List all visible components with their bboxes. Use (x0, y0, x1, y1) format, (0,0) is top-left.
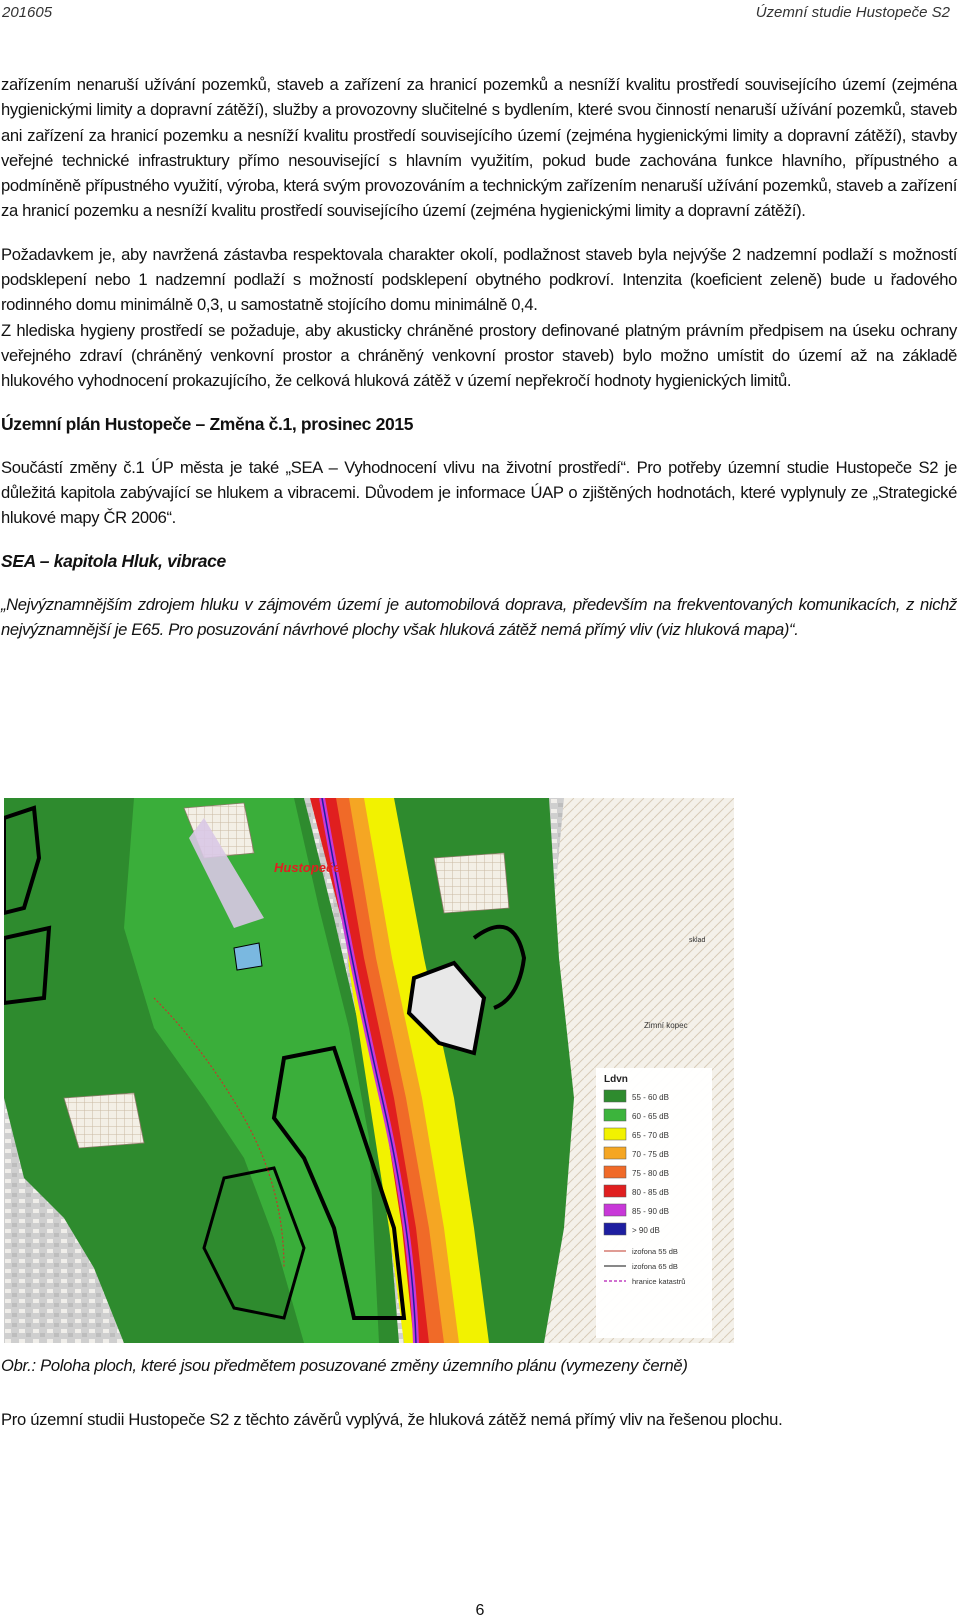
legend-label-6: 85 - 90 dB (632, 1207, 669, 1216)
legend-swatch-2 (604, 1128, 626, 1140)
document-body (1, 72, 957, 643)
noise-map (4, 798, 734, 1343)
section-heading-noise: SEA – kapitola Hluk, vibrace (1, 550, 226, 571)
map-label-place: sklad (689, 937, 706, 944)
figure-caption: Obr.: Poloha ploch, které jsou předmětem posuzované změny územního plánu (vymezeny černě) (1, 1356, 688, 1375)
legend-swatch-0 (604, 1090, 626, 1102)
quote-paragraph: „Nejvýznamnějším zdrojem hluku v zájmovém území je automobilová doprava, především na frekventovaných komunikacích, z nichž nejvýznamnější je E65. Pro posuzování návrhové plochy však hluková zátěž nemá přímý vliv (viz hluková mapa)“. (1, 595, 957, 640)
legend-swatch-1 (604, 1109, 626, 1121)
legend-label-2: 65 - 70 dB (632, 1131, 669, 1140)
legend-label-3: 70 - 75 dB (632, 1150, 669, 1159)
legend-line-label-1: izofona 65 dB (632, 1262, 678, 1271)
map-label-hill: Zimní kopec (644, 1021, 688, 1030)
legend-swatch-6 (604, 1204, 626, 1216)
legend-swatch-7 (604, 1223, 626, 1235)
legend-swatch-5 (604, 1185, 626, 1197)
paragraph-sea: Součástí změny č.1 ÚP města je také „SEA – Vyhodnocení vlivu na životní prostředí“. Pro potřeby územní studie Hustopeče S2 je důležitá kapitola zabývající se hlukem a vibracemi. Důvodem je informace ÚAP o zjištěných hodnotách, které vyplynuly ze „Strategické hlukové mapy ČR 2006“. (1, 457, 957, 528)
legend-label-7: > 90 dB (632, 1226, 660, 1235)
paragraph-hygiene: Z hlediska hygieny prostředí se požaduje, aby akusticky chráněné prostory definované platným právním předpisem na úseku ochrany veřejného zdraví (chráněný venkovní prostor a chráněný venkovní prostor staveb) bylo možno umístit do území až na základě hlukového vyhodnocení prokazujícího, že celková hluková zátěž v území nepřekročí hodnoty hygienických limitů. (1, 320, 957, 391)
map-label-town: Hustopeče (274, 860, 341, 875)
legend-swatch-4 (604, 1166, 626, 1178)
page-header (0, 4, 960, 26)
legend-label-0: 55 - 60 dB (632, 1093, 669, 1102)
legend-line-label-0: izofona 55 dB (632, 1247, 678, 1256)
legend-label-1: 60 - 65 dB (632, 1112, 669, 1121)
legend-label-5: 80 - 85 dB (632, 1188, 669, 1197)
noise-map-figure (4, 798, 734, 1343)
conclusion-paragraph: Pro územní studii Hustopeče S2 z těchto závěrů vyplývá, že hluková zátěž nemá přímý vliv na řešenou plochu. (1, 1410, 783, 1429)
map-legend (596, 1068, 712, 1338)
section-heading-plan: Územní plán Hustopeče – Změna č.1, prosinec 2015 (1, 413, 414, 434)
document-title: Územní studie Hustopeče S2 (755, 4, 950, 21)
paragraph-requirements: Požadavkem je, aby navržená zástavba respektovala charakter okolí, podlažnost staveb byla nejvýše 2 nadzemní podlaží s možností podsklepení nebo 1 nadzemní podlaží s možností podsklepení obytného podkroví. Intenzita (koeficient zeleně) bude u řadového rodinného domu minimálně 0,3, u samostatně stojícího domu minimálně 0,4. (1, 244, 957, 315)
paragraph-continuation: zařízením nenaruší užívání pozemků, staveb a zařízení za hranicí pozemků a nesníží kvalitu prostředí souvisejícího území (zejména hygienickými limity a dopravní zátěží), služby a provozovny slučitelné s bydlením, které svou činností nenaruší užívání pozemků, staveb ani zařízení za hranicí pozemku a nesníží kvalitu prostředí souvisejícího území (zejména hygienickými limity a dopravní zátěží), stavby veřejné technické infrastruktury přímo nesouvisející s hlavním využitím, pokud bude zachována funkce hlavního, přípustného a podmíněně přípustného využití, výroba, která svým provozováním a technickým zařízením nenaruší užívání pozemků, staveb a zařízení za hranicí pozemku a nesníží kvalitu prostředí souvisejícího území (zejména hygienickými limity a dopravní zátěží). (1, 75, 957, 221)
legend-label-4: 75 - 80 dB (632, 1169, 669, 1178)
legend-line-label-2: hranice katastrů (632, 1277, 686, 1286)
legend-title: Ldvn (604, 1074, 628, 1085)
page-number: 6 (475, 1602, 485, 1619)
hatched-plot-2 (434, 853, 509, 913)
document-code: 201605 (2, 4, 53, 21)
study-area-small (234, 943, 262, 970)
legend-swatch-3 (604, 1147, 626, 1159)
